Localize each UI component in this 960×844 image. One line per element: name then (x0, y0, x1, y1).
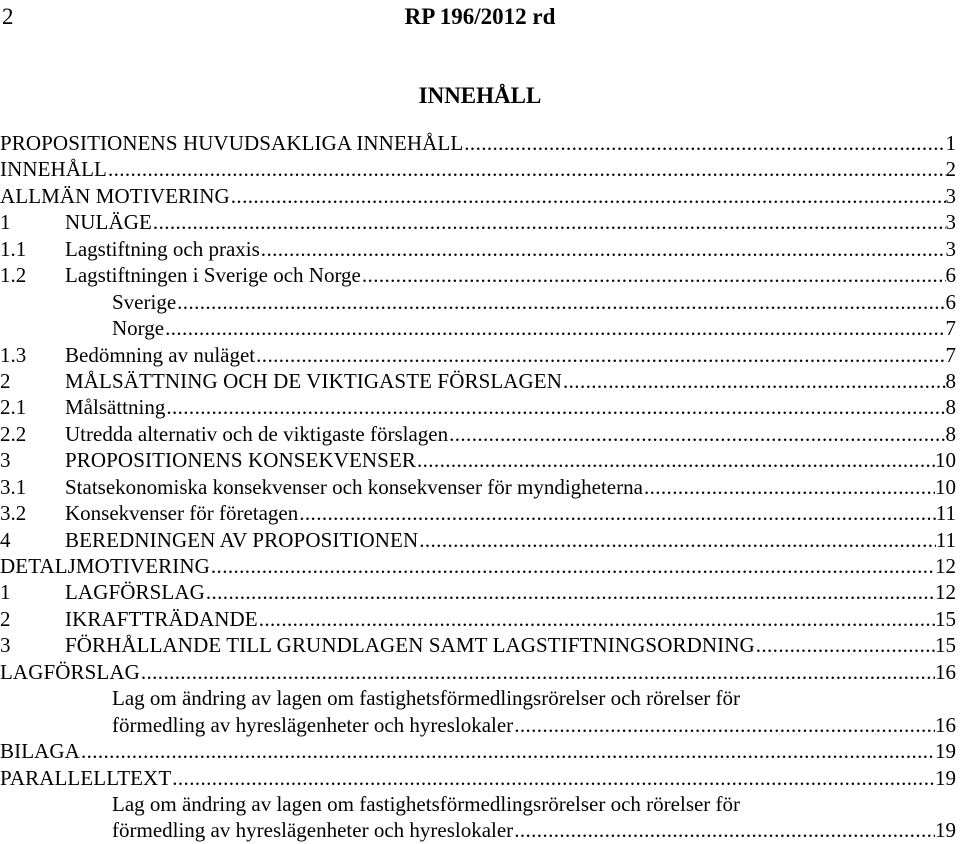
toc-entry-page: 7 (945, 342, 956, 367)
toc-entry-page: 3 (945, 236, 956, 261)
toc-entry-text: Norge (112, 316, 165, 341)
toc-entry-page: 19 (935, 739, 956, 764)
toc-entry-text: LAGFÖRSLAG (0, 659, 140, 684)
toc-entry[interactable] (0, 447, 956, 473)
toc-entry-page: 19 (935, 818, 956, 843)
toc-leader (108, 156, 946, 182)
toc-leader (165, 315, 945, 341)
toc-entry[interactable] (0, 527, 956, 553)
toc-entry-number: 2.1 (0, 395, 27, 420)
toc-entry[interactable] (0, 659, 956, 685)
toc-leader (231, 183, 946, 209)
table-of-contents (0, 130, 956, 844)
toc-entry-text: Målsättning (65, 395, 166, 420)
toc-entry[interactable] (0, 579, 956, 605)
toc-entry-page: 8 (945, 395, 956, 420)
toc-entry-page: 8 (945, 421, 956, 446)
toc-leader (259, 606, 935, 632)
toc-entry-text: LAGFÖRSLAG (65, 580, 205, 605)
toc-entry-page: 11 (935, 527, 956, 552)
toc-leader (464, 130, 945, 156)
toc-entry-page: 11 (935, 501, 956, 526)
toc-entry-text: förmedling av hyreslägenheter och hyreslokaler (112, 712, 514, 737)
toc-title: INNEHÅLL (418, 83, 542, 108)
toc-entry-number: 1.2 (0, 263, 27, 288)
toc-entry-text: Lag om ändring av lagen om fastighetsförmedlingsrörelser och rörelser för (112, 791, 741, 816)
toc-entry-page: 10 (935, 448, 956, 473)
toc-entry-number: 2 (0, 606, 11, 631)
toc-leader (756, 632, 935, 658)
toc-entry[interactable] (0, 130, 956, 156)
toc-entry-text: BEREDNINGEN AV PROPOSITIONEN (65, 527, 419, 552)
toc-entry[interactable] (0, 342, 956, 368)
toc-entry[interactable] (0, 394, 956, 420)
toc-leader (563, 368, 946, 394)
page-number: 2 (2, 4, 14, 29)
toc-entry-text: INNEHÅLL (0, 157, 107, 182)
toc-entry[interactable] (0, 500, 956, 526)
toc-entry-number: 2 (0, 368, 11, 393)
toc-entry-page: 15 (935, 606, 956, 631)
toc-entry[interactable] (0, 315, 956, 341)
toc-entry-text: FÖRHÅLLANDE TILL GRUNDLAGEN SAMT LAGSTIFTNINGSORDNING (65, 633, 755, 658)
toc-leader (141, 659, 935, 685)
toc-entry-number: 3 (0, 448, 11, 473)
toc-entry[interactable] (0, 156, 956, 182)
toc-entry[interactable] (0, 632, 956, 658)
toc-leader (514, 712, 935, 738)
toc-entry[interactable] (0, 421, 956, 447)
toc-entry[interactable] (0, 209, 956, 235)
toc-entry-page: 3 (945, 210, 956, 235)
toc-entry[interactable] (0, 606, 956, 632)
toc-entry-text: Statsekonomiska konsekvenser och konsekvenser för myndigheterna (65, 474, 643, 499)
toc-entry-number: 3 (0, 633, 11, 658)
toc-leader (81, 738, 935, 764)
toc-entry-page: 6 (945, 263, 956, 288)
toc-entry-text: Lagstiftning och praxis (65, 236, 260, 261)
toc-leader (417, 447, 935, 473)
toc-entry-text: förmedling av hyreslägenheter och hyreslokaler (112, 818, 514, 843)
toc-entry-number: 3.1 (0, 474, 27, 499)
toc-entry-text: BILAGA (0, 739, 80, 764)
toc-entry[interactable] (0, 738, 956, 764)
toc-entry-text: DETALJMOTIVERING (0, 554, 210, 578)
toc-entry[interactable] (0, 765, 956, 791)
toc-leader (449, 421, 945, 447)
toc-entry-page: 15 (935, 633, 956, 658)
toc-entry-text: ALLMÄN MOTIVERING (0, 183, 230, 208)
toc-entry-page: 2 (945, 157, 956, 182)
toc-leader (261, 236, 946, 262)
toc-entry-text: Sverige (112, 289, 177, 314)
toc-entry-number: 2.2 (0, 421, 27, 446)
toc-leader (362, 262, 946, 288)
toc-entry-text: Bedömning av nuläget (65, 342, 256, 367)
toc-leader (256, 342, 945, 368)
toc-entry-page: 12 (935, 580, 956, 605)
toc-leader (299, 500, 936, 526)
toc-entry-page: 16 (935, 659, 956, 684)
toc-entry[interactable] (0, 368, 956, 394)
toc-entry-text: Konsekvenser för företagen (65, 501, 299, 526)
toc-entry-page: 19 (935, 765, 956, 790)
toc-leader (177, 289, 945, 315)
toc-entry[interactable] (0, 474, 956, 500)
toc-entry-text: Lagstiftningen i Sverige och Norge (65, 263, 361, 288)
toc-entry-text: MÅLSÄTTNING OCH DE VIKTIGASTE FÖRSLAGEN (65, 368, 562, 393)
toc-entry-wrapped-line[interactable] (0, 791, 956, 817)
toc-entry[interactable] (0, 817, 956, 843)
toc-entry-text: PROPOSITIONENS KONSEKVENSER (65, 448, 416, 473)
toc-entry[interactable] (0, 262, 956, 288)
toc-entry-number: 1.1 (0, 236, 27, 261)
toc-entry[interactable] (0, 236, 956, 262)
toc-entry-number: 1 (0, 210, 11, 235)
toc-entry-number: 3.2 (0, 501, 27, 526)
toc-entry[interactable] (0, 712, 956, 738)
toc-entry-text: Utredda alternativ och de viktigaste förslagen (65, 421, 449, 446)
toc-entry-page: 7 (945, 316, 956, 341)
toc-entry[interactable] (0, 289, 956, 315)
toc-entry-page: 8 (945, 368, 956, 393)
toc-entry-text: IKRAFTTRÄDANDE (65, 606, 258, 631)
toc-leader (419, 527, 936, 553)
toc-leader (514, 817, 935, 843)
toc-leader (172, 765, 935, 791)
running-header: RP 196/2012 rd (404, 4, 556, 29)
toc-leader (206, 579, 935, 605)
toc-entry-text: PARALLELLTEXT (0, 765, 172, 790)
toc-entry[interactable] (0, 183, 956, 209)
toc-entry-number: 1 (0, 580, 11, 605)
toc-entry-page: 16 (935, 712, 956, 737)
toc-entry-page: 6 (945, 289, 956, 314)
toc-entry-number: 1.3 (0, 342, 27, 367)
toc-entry-text: Lag om ändring av lagen om fastighetsförmedlingsrörelser och rörelser för (112, 686, 741, 711)
toc-leader (644, 474, 935, 500)
toc-entry-text: NULÄGE (65, 210, 152, 235)
toc-leader (153, 209, 946, 235)
toc-leader (211, 553, 935, 579)
toc-leader (166, 394, 945, 420)
toc-entry-page: 10 (935, 474, 956, 499)
toc-entry-page: 1 (945, 131, 956, 155)
toc-entry-page: 12 (935, 554, 956, 578)
toc-entry-text: PROPOSITIONENS HUVUDSAKLIGA INNEHÅLL (0, 131, 464, 155)
toc-entry-number: 4 (0, 527, 11, 552)
toc-entry-page: 3 (945, 183, 956, 208)
toc-entry-wrapped-line[interactable] (0, 685, 956, 711)
toc-entry[interactable] (0, 553, 956, 579)
